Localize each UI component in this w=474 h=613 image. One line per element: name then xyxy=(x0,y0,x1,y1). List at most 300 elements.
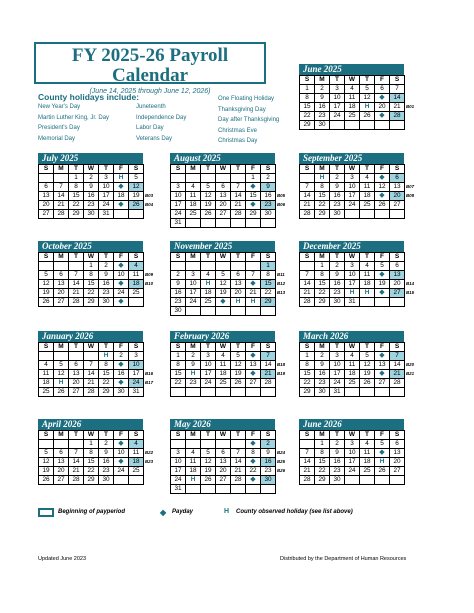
empty-cell xyxy=(201,440,216,449)
weekday-header: T xyxy=(360,76,375,85)
day-cell: 15 xyxy=(315,280,330,289)
day-cell: 28 xyxy=(84,388,99,397)
day-cell: 15 xyxy=(300,370,315,379)
day-cell: 25 xyxy=(216,379,231,388)
period-code xyxy=(405,271,418,280)
day-cell: 22 xyxy=(84,467,99,476)
empty-cell xyxy=(261,307,276,316)
day-cell: 5 xyxy=(201,183,216,192)
day-cell: 5 xyxy=(216,271,231,280)
empty-cell xyxy=(375,388,390,397)
day-cell: 23 xyxy=(330,289,345,298)
weekday-header: S xyxy=(129,431,144,440)
day-cell: 16 xyxy=(315,370,330,379)
period-code: B17 xyxy=(145,380,154,385)
day-cell: ◆ xyxy=(375,112,390,121)
weekday-header: S xyxy=(300,76,315,85)
weekday-header: M xyxy=(315,431,330,440)
day-cell: 10 xyxy=(171,458,186,467)
day-cell: 26 xyxy=(360,112,375,121)
holiday-item: President's Day xyxy=(38,125,80,131)
day-cell: 23 xyxy=(99,467,114,476)
day-cell: 2 xyxy=(330,440,345,449)
day-cell: 30 xyxy=(84,210,99,219)
day-cell: 21 xyxy=(231,201,246,210)
day-cell: 13 xyxy=(390,183,405,192)
day-cell: 24 xyxy=(345,201,360,210)
weekday-header: W xyxy=(216,343,231,352)
day-cell: 1 xyxy=(84,262,99,271)
day-cell: 2 xyxy=(84,174,99,183)
day-cell: ◆ xyxy=(246,201,261,210)
day-cell: 2 xyxy=(330,174,345,183)
weekday-header: M xyxy=(54,253,69,262)
holiday-item: One Floating Holiday xyxy=(218,96,275,102)
day-cell: 4 xyxy=(345,352,360,361)
empty-cell xyxy=(69,352,84,361)
empty-cell xyxy=(390,388,405,397)
holiday-list xyxy=(38,92,288,148)
empty-cell xyxy=(261,485,276,494)
day-cell: 25 xyxy=(360,201,375,210)
day-cell: 10 xyxy=(330,94,345,103)
day-cell: 19 xyxy=(231,370,246,379)
day-cell: 7 xyxy=(390,352,405,361)
weekday-header: S xyxy=(129,165,144,174)
day-cell: 8 xyxy=(84,271,99,280)
day-cell: 14 xyxy=(300,280,315,289)
day-cell: 12 xyxy=(201,192,216,201)
day-cell: 8 xyxy=(261,271,276,280)
empty-cell xyxy=(186,485,201,494)
day-cell: 21 xyxy=(84,379,99,388)
month-title: January 2026 xyxy=(38,331,143,342)
day-cell: 29 xyxy=(315,476,330,485)
title-box xyxy=(34,42,266,95)
day-cell: 12 xyxy=(129,183,144,192)
day-cell: 1 xyxy=(261,262,276,271)
day-cell: 2 xyxy=(114,352,129,361)
day-cell: 4 xyxy=(345,85,360,94)
empty-cell xyxy=(216,307,231,316)
weekday-header: S xyxy=(171,253,186,262)
day-cell: 17 xyxy=(201,370,216,379)
empty-cell xyxy=(69,440,84,449)
day-cell: 30 xyxy=(261,210,276,219)
holiday-item: Juneteenth xyxy=(136,104,166,110)
day-cell: ◆ xyxy=(375,352,390,361)
day-cell: 10 xyxy=(129,361,144,370)
day-cell: 15 xyxy=(261,280,276,289)
day-cell: 13 xyxy=(216,458,231,467)
day-cell: 30 xyxy=(330,210,345,219)
day-cell: 14 xyxy=(261,361,276,370)
empty-cell xyxy=(186,262,201,271)
day-cell: 15 xyxy=(246,192,261,201)
day-cell: 16 xyxy=(99,458,114,467)
day-cell: 24 xyxy=(201,379,216,388)
day-cell: 28 xyxy=(69,476,84,485)
day-cell: 6 xyxy=(54,449,69,458)
weekday-header: M xyxy=(54,431,69,440)
empty-cell xyxy=(300,440,315,449)
day-cell: 24 xyxy=(330,379,345,388)
period-code xyxy=(405,94,418,103)
day-cell: 21 xyxy=(300,289,315,298)
day-cell: 3 xyxy=(186,271,201,280)
weekday-header: S xyxy=(390,165,405,174)
day-cell: 17 xyxy=(171,201,186,210)
day-cell: 20 xyxy=(390,280,405,289)
day-cell: 20 xyxy=(231,289,246,298)
month-grid xyxy=(38,342,157,397)
weekday-header: S xyxy=(300,431,315,440)
day-cell: 27 xyxy=(246,379,261,388)
day-cell: 1 xyxy=(315,262,330,271)
weekday-header: T xyxy=(330,253,345,262)
day-cell: 7 xyxy=(246,271,261,280)
month-calendar xyxy=(299,241,418,307)
empty-cell xyxy=(129,210,144,219)
day-cell: 26 xyxy=(231,379,246,388)
period-code xyxy=(276,307,289,316)
empty-cell xyxy=(54,440,69,449)
day-cell: 27 xyxy=(216,476,231,485)
day-cell: 5 xyxy=(201,449,216,458)
day-cell: 5 xyxy=(375,440,390,449)
period-code xyxy=(144,210,157,219)
period-code xyxy=(144,440,157,449)
weekday-header: T xyxy=(360,343,375,352)
empty-cell xyxy=(375,210,390,219)
weekday-header: F xyxy=(114,431,129,440)
period-code: B15 xyxy=(406,290,415,295)
day-cell: 11 xyxy=(360,449,375,458)
empty-cell xyxy=(186,174,201,183)
day-cell: 23 xyxy=(186,379,201,388)
day-cell: 13 xyxy=(39,192,54,201)
day-cell: ◆ xyxy=(114,379,129,388)
empty-cell xyxy=(201,307,216,316)
day-cell: 16 xyxy=(171,289,186,298)
empty-cell xyxy=(69,262,84,271)
day-cell: 3 xyxy=(171,183,186,192)
period-code: B24 xyxy=(277,450,286,455)
day-cell: 10 xyxy=(114,449,129,458)
day-cell: 30 xyxy=(171,307,186,316)
holiday-item: Memorial Day xyxy=(38,135,76,142)
day-cell: 28 xyxy=(390,112,405,121)
day-cell: 2 xyxy=(315,352,330,361)
period-code: B14 xyxy=(406,281,415,286)
day-cell: 21 xyxy=(390,370,405,379)
day-cell: ◆ xyxy=(375,289,390,298)
day-cell: 22 xyxy=(171,379,186,388)
day-cell: 30 xyxy=(315,388,330,397)
day-cell: 27 xyxy=(390,201,405,210)
day-cell: H xyxy=(54,379,69,388)
day-cell: 15 xyxy=(84,458,99,467)
weekday-header: T xyxy=(69,165,84,174)
legend xyxy=(38,508,438,522)
day-cell: 12 xyxy=(231,361,246,370)
day-cell: 2 xyxy=(315,85,330,94)
day-cell: 11 xyxy=(345,361,360,370)
day-cell: 12 xyxy=(360,361,375,370)
day-cell: 4 xyxy=(39,361,54,370)
weekday-header: M xyxy=(315,253,330,262)
day-cell: 9 xyxy=(186,361,201,370)
holiday-item: Day after Thanksgiving xyxy=(218,117,280,123)
month-grid xyxy=(170,342,289,397)
month-title: August 2025 xyxy=(170,153,275,164)
day-cell: 18 xyxy=(129,280,144,289)
month-calendar xyxy=(299,331,418,397)
period-code xyxy=(276,485,289,494)
period-code: B06 xyxy=(277,202,286,207)
period-code: B05 xyxy=(277,193,286,198)
day-cell: 11 xyxy=(360,183,375,192)
day-cell: 23 xyxy=(99,289,114,298)
day-cell: ◆ xyxy=(114,458,129,467)
day-cell: 7 xyxy=(300,449,315,458)
day-cell: 27 xyxy=(69,388,84,397)
weekday-header: S xyxy=(261,343,276,352)
empty-cell xyxy=(231,174,246,183)
day-cell: 1 xyxy=(246,174,261,183)
period-code xyxy=(405,379,418,388)
day-cell: 23 xyxy=(171,298,186,307)
day-cell: H xyxy=(114,174,129,183)
day-cell: 13 xyxy=(54,458,69,467)
weekday-header: F xyxy=(375,76,390,85)
day-cell: 17 xyxy=(330,370,345,379)
day-cell: ◆ xyxy=(375,94,390,103)
month-title: June 2025 xyxy=(299,64,404,75)
day-cell: 23 xyxy=(315,379,330,388)
holiday-col-1 xyxy=(38,102,109,144)
day-cell: ◆ xyxy=(114,298,129,307)
day-cell: 18 xyxy=(201,289,216,298)
empty-cell xyxy=(216,174,231,183)
empty-cell xyxy=(201,388,216,397)
day-cell: 9 xyxy=(99,449,114,458)
day-cell: 3 xyxy=(171,449,186,458)
day-cell: ◆ xyxy=(246,183,261,192)
weekday-header: T xyxy=(231,343,246,352)
day-cell: 7 xyxy=(84,361,99,370)
weekday-header: W xyxy=(345,165,360,174)
day-cell: H xyxy=(360,289,375,298)
weekday-header: W xyxy=(345,253,360,262)
empty-cell xyxy=(54,352,69,361)
day-cell: 26 xyxy=(201,210,216,219)
day-cell: 21 xyxy=(231,467,246,476)
weekday-header: T xyxy=(99,431,114,440)
day-cell: 15 xyxy=(99,370,114,379)
day-cell: 2 xyxy=(186,352,201,361)
day-cell: 4 xyxy=(186,449,201,458)
period-code xyxy=(405,440,418,449)
day-cell: 3 xyxy=(345,174,360,183)
day-cell: ◆ xyxy=(114,361,129,370)
day-cell: 31 xyxy=(171,219,186,228)
day-cell: 21 xyxy=(390,103,405,112)
empty-cell xyxy=(246,485,261,494)
day-cell: 15 xyxy=(171,370,186,379)
weekday-header: F xyxy=(246,343,261,352)
empty-cell xyxy=(246,262,261,271)
month-grid xyxy=(299,75,418,130)
period-code xyxy=(276,262,289,271)
period-code xyxy=(144,361,157,370)
weekday-header: S xyxy=(390,253,405,262)
month-title: February 2026 xyxy=(170,331,275,342)
holiday-item: Christmas Day xyxy=(218,138,258,144)
weekday-header: F xyxy=(114,343,129,352)
day-cell: 17 xyxy=(129,370,144,379)
day-cell: 12 xyxy=(39,458,54,467)
day-cell: 28 xyxy=(231,476,246,485)
weekday-header: W xyxy=(84,253,99,262)
period-code xyxy=(405,458,418,467)
empty-cell xyxy=(216,485,231,494)
month-calendar xyxy=(170,153,289,228)
holiday-item: Thanksgiving Day xyxy=(218,106,266,113)
weekday-header: S xyxy=(261,431,276,440)
day-cell: H xyxy=(186,370,201,379)
day-cell: 7 xyxy=(69,449,84,458)
day-cell: 17 xyxy=(345,192,360,201)
day-cell: 16 xyxy=(261,458,276,467)
day-cell: 7 xyxy=(69,271,84,280)
month-grid xyxy=(38,430,157,485)
period-code xyxy=(144,467,157,476)
day-cell: 6 xyxy=(216,183,231,192)
day-cell: 22 xyxy=(300,379,315,388)
day-cell: 10 xyxy=(345,271,360,280)
empty-cell xyxy=(216,219,231,228)
weekday-header: W xyxy=(216,431,231,440)
empty-cell xyxy=(129,476,144,485)
weekday-header: S xyxy=(39,431,54,440)
weekday-header: F xyxy=(246,253,261,262)
day-cell: 28 xyxy=(300,476,315,485)
day-cell: 26 xyxy=(39,476,54,485)
day-cell: 7 xyxy=(231,449,246,458)
empty-cell xyxy=(39,352,54,361)
period-code xyxy=(276,210,289,219)
day-cell: 2 xyxy=(99,262,114,271)
day-cell: 16 xyxy=(84,192,99,201)
day-cell: ◆ xyxy=(246,476,261,485)
day-cell: ◆ xyxy=(246,280,261,289)
day-cell: 6 xyxy=(39,183,54,192)
day-cell: 3 xyxy=(129,352,144,361)
period-code xyxy=(276,379,289,388)
empty-cell xyxy=(390,121,405,130)
day-cell: H xyxy=(201,280,216,289)
day-cell: 25 xyxy=(129,289,144,298)
period-code: B01 xyxy=(406,104,415,109)
holiday-item: Labor Day xyxy=(136,125,164,131)
day-cell: 23 xyxy=(261,201,276,210)
weekday-header: M xyxy=(315,76,330,85)
weekday-header: F xyxy=(114,165,129,174)
day-cell: 15 xyxy=(315,192,330,201)
day-cell: 24 xyxy=(129,379,144,388)
day-cell: 2 xyxy=(261,174,276,183)
period-code xyxy=(405,352,418,361)
day-cell: 18 xyxy=(360,192,375,201)
day-cell: ◆ xyxy=(114,280,129,289)
month-grid xyxy=(299,252,418,307)
day-cell: 13 xyxy=(54,280,69,289)
day-cell: 28 xyxy=(300,298,315,307)
day-cell: 4 xyxy=(360,262,375,271)
day-cell: 17 xyxy=(345,280,360,289)
holiday-item: Veterans Day xyxy=(136,135,173,142)
day-cell: 9 xyxy=(261,449,276,458)
holiday-item: Christmas Eve xyxy=(218,127,258,134)
day-cell: 25 xyxy=(186,210,201,219)
holiday-item: Martin Luther King, Jr. Day xyxy=(38,114,110,121)
day-cell: 30 xyxy=(114,388,129,397)
weekday-header: M xyxy=(186,431,201,440)
weekday-header: T xyxy=(231,431,246,440)
day-cell: 6 xyxy=(69,361,84,370)
day-cell: 29 xyxy=(69,210,84,219)
day-cell: ◆ xyxy=(246,458,261,467)
day-cell: 29 xyxy=(99,388,114,397)
day-cell: 7 xyxy=(54,183,69,192)
period-code: B07 xyxy=(406,184,415,189)
day-cell: 30 xyxy=(330,298,345,307)
day-cell: 10 xyxy=(201,361,216,370)
day-cell: ◆ xyxy=(114,183,129,192)
weekday-header: S xyxy=(390,343,405,352)
period-code xyxy=(144,352,157,361)
empty-cell xyxy=(375,476,390,485)
period-code xyxy=(276,298,289,307)
empty-cell xyxy=(330,121,345,130)
day-cell: 18 xyxy=(345,370,360,379)
day-cell: 13 xyxy=(375,361,390,370)
day-cell: 2 xyxy=(330,262,345,271)
weekday-header: M xyxy=(315,165,330,174)
empty-cell xyxy=(390,298,405,307)
day-cell: 25 xyxy=(201,298,216,307)
day-cell: 22 xyxy=(300,112,315,121)
day-cell: 20 xyxy=(390,192,405,201)
day-cell: 19 xyxy=(201,467,216,476)
day-cell: 8 xyxy=(300,361,315,370)
day-cell: 11 xyxy=(345,94,360,103)
day-cell: 21 xyxy=(246,289,261,298)
day-cell: 19 xyxy=(375,280,390,289)
day-cell: 1 xyxy=(69,174,84,183)
weekday-header: W xyxy=(345,343,360,352)
day-cell: 9 xyxy=(315,94,330,103)
day-cell: 5 xyxy=(231,352,246,361)
day-cell: 26 xyxy=(375,467,390,476)
weekday-header: T xyxy=(69,431,84,440)
day-cell: 13 xyxy=(390,449,405,458)
empty-cell xyxy=(390,210,405,219)
day-cell: 10 xyxy=(330,361,345,370)
day-cell: 11 xyxy=(216,361,231,370)
weekday-header: S xyxy=(390,431,405,440)
